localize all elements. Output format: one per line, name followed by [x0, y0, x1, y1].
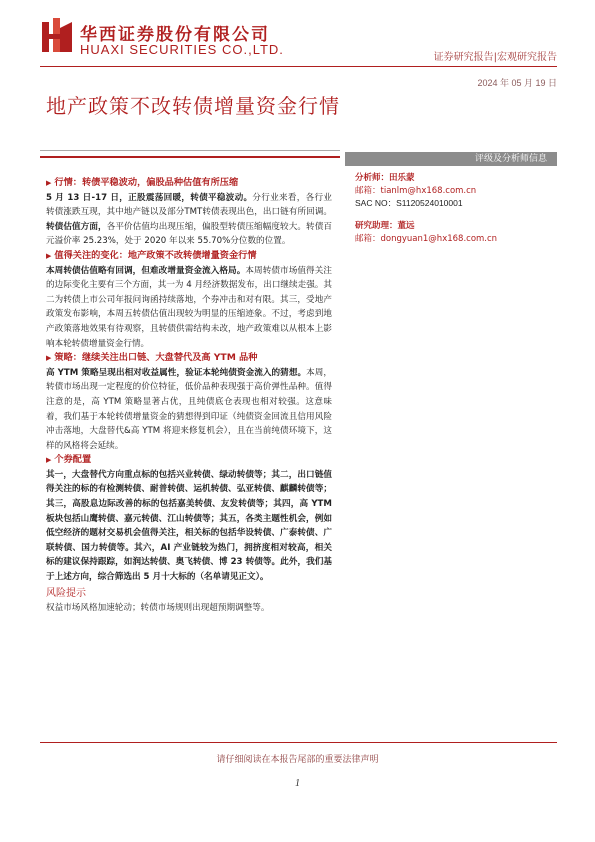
risk-heading: 风险提示: [46, 587, 86, 599]
section-heading-strategy: ▶ 策略：继续关注出口链、大盘替代及高 YTM 品种: [46, 352, 258, 364]
section-body-market: 5 月 13 日-17 日，正股震荡回暖，转债平稳波动。分行业来看，各行业转债涨跌互现，其中地产链以及部分TMT转债表现出色，出口链有所回调。转债估值方面，各平价估值均出现压缩，偏股型转债压缩幅度较大。转债百元溢价率 25.23%，处于 2020 年以来 55.70%分位数的位置。: [46, 192, 332, 247]
title-rule: [40, 150, 340, 151]
triangle-bullet-icon: ▶: [46, 179, 52, 187]
section-heading-changes: ▶ 值得关注的变化：地产政策不改转债增量资金行情: [46, 249, 257, 261]
triangle-bullet-icon: ▶: [46, 251, 52, 260]
header-divider: [40, 66, 557, 67]
assistant-email[interactable]: 邮箱：dongyuan1@hx168.com.cn: [355, 234, 498, 244]
report-date: 2024 年 05 月 19 日: [477, 78, 557, 88]
title-rule-accent: [40, 156, 340, 158]
analyst-name: 分析师：田乐蒙: [355, 173, 415, 183]
main-content: [46, 176, 332, 616]
section-body-changes: 本周转债估值略有回调，但难改增量资金流入格局。本周转债市场值得关注的边际变化主要有三个方面，其一为 4 月经济数据发布，出口继续走强。其二为转债上市公司年报问询函持续落地，个券冲击和对有限。其三，受地产政策发布影响，本周五转债估值出现较为明显的压缩迹象。不过，考虑到地产政策落地效果有待观察，且转债供需结构未改，地产政策难以从根本上影响本轮转债增量资金行情。: [46, 265, 332, 349]
risk-body: 权益市场风格加速轮动；转债市场规则出现超预期调整等。: [46, 603, 270, 614]
triangle-bullet-icon: ▶: [46, 456, 52, 465]
triangle-bullet-icon: ▶: [46, 354, 52, 363]
section-heading-market: ▶ 行情：转债平稳波动，偏股品种估值有所压缩: [46, 177, 239, 188]
analyst-sac-number: SAC NO：S1120524010001: [355, 198, 463, 208]
assistant-name: 研究助理：董远: [355, 221, 415, 231]
footer-divider: [40, 742, 557, 743]
legal-notice[interactable]: 请仔细阅读在本报告尾部的重要法律声明: [216, 755, 379, 765]
analyst-email[interactable]: 邮箱：tianlm@hx168.com.cn: [355, 186, 477, 196]
brand-name-cn: 华西证券股份有限公司: [80, 25, 270, 45]
section-body-allocation: 其一，大盘替代方向重点标的包括兴业转债、绿动转债等；其二，出口链值得关注的标的有检测转债、耐普转债、运机转债、弘亚转债、麒麟转债等；其三，高股息边际改善的标的包括嘉美转债、友发转债等；其四，高 YTM 板块包括山鹰转债、嘉元转债、江山转债等；其五，各类主题性机会，例如低空经济的题材交易机会值得关注，相关标的包括华设转债、广泰转债、广联转债、国力转债等。其六，AI 产业链较为热门，拥挤度相对较高，相关标的建议保持跟踪，如润达转债、奥飞转债、博 23 转债等。此外，我们基于上述方向，综合筛选出 5 月十大标的（名单请见正文）。: [46, 469, 332, 583]
report-title: 地产政策不改转债增量资金行情: [46, 94, 340, 118]
report-type-tag: 证券研究报告|宏观研究报告: [433, 52, 557, 63]
page-number: 1: [295, 778, 300, 789]
analyst-panel-heading: 评级及分析师信息: [345, 152, 557, 166]
section-body-strategy: 高 YTM 策略呈现出相对收益属性，验证本轮纯债资金流入的猜想。本周，转债市场出现一定程度的价位特征，低价品种表现强于高价弹性品种。值得注意的是，高 YTM 策略显著占优，且纯债底仓表现也相对较强。这意味着，我们基于本轮转债增量资金的猜想得到印证（纯债资金回流且信用风险冲击落地，大盘替代&高 YTM 将迎来修复机会），且在当前纯债环境下，这样的风格将会延续。: [46, 367, 332, 451]
section-heading-allocation: ▶ 个券配置: [46, 454, 92, 466]
huaxi-logo-icon: [42, 18, 72, 54]
brand-name-en: HUAXI SECURITIES CO.,LTD.: [80, 42, 284, 57]
